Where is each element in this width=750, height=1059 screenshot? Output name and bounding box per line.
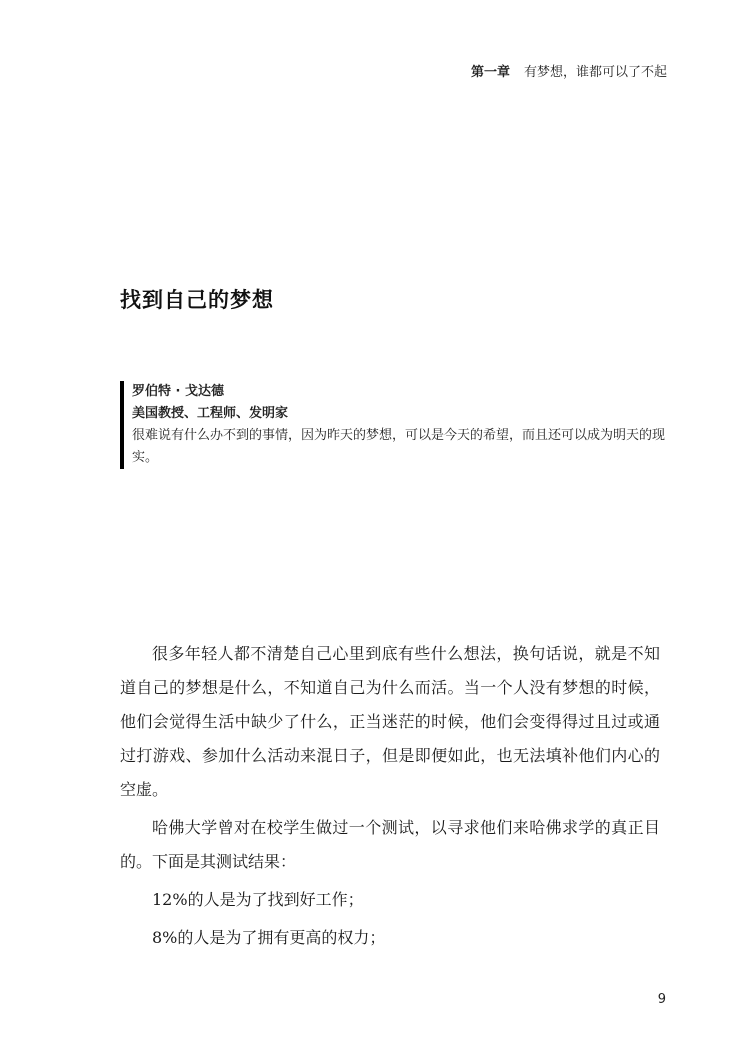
epigraph-quote: 很难说有什么办不到的事情，因为昨天的梦想，可以是今天的希望，而且还可以成为明天的现实。 <box>132 428 666 465</box>
body-paragraph: 8%的人是为了拥有更高的权力； <box>152 928 386 947</box>
running-header <box>471 61 667 80</box>
body-paragraph: 哈佛大学曾对在校学生做过一个测试，以寻求他们来哈佛求学的真正目的。下面是其测试结果： <box>120 818 660 871</box>
body-text <box>120 637 660 959</box>
chapter-title: 有梦想，谁都可以了不起 <box>523 65 667 80</box>
epigraph-block <box>120 381 672 469</box>
page-number: 9 <box>657 992 666 1007</box>
chapter-number: 第一章 <box>470 65 510 80</box>
body-paragraph: 12%的人是为了找到好工作； <box>152 890 364 909</box>
epigraph-author: 罗伯特 · 戈达德 <box>132 384 224 399</box>
body-paragraph: 很多年轻人都不清楚自己心里到底有些什么想法，换句话说，就是不知道自己的梦想是什么，不知道自己为什么而活。当一个人没有梦想的时候，他们会觉得生活中缺少了什么，正当迷茫的时候，他们会变得得过且过或通过打游戏、参加什么活动来混日子，但是即便如此，也无法填补他们内心的空虚。 <box>120 644 660 799</box>
epigraph-author-role: 美国教授、工程师、发明家 <box>132 406 289 421</box>
section-title: 找到自己的梦想 <box>120 288 274 312</box>
